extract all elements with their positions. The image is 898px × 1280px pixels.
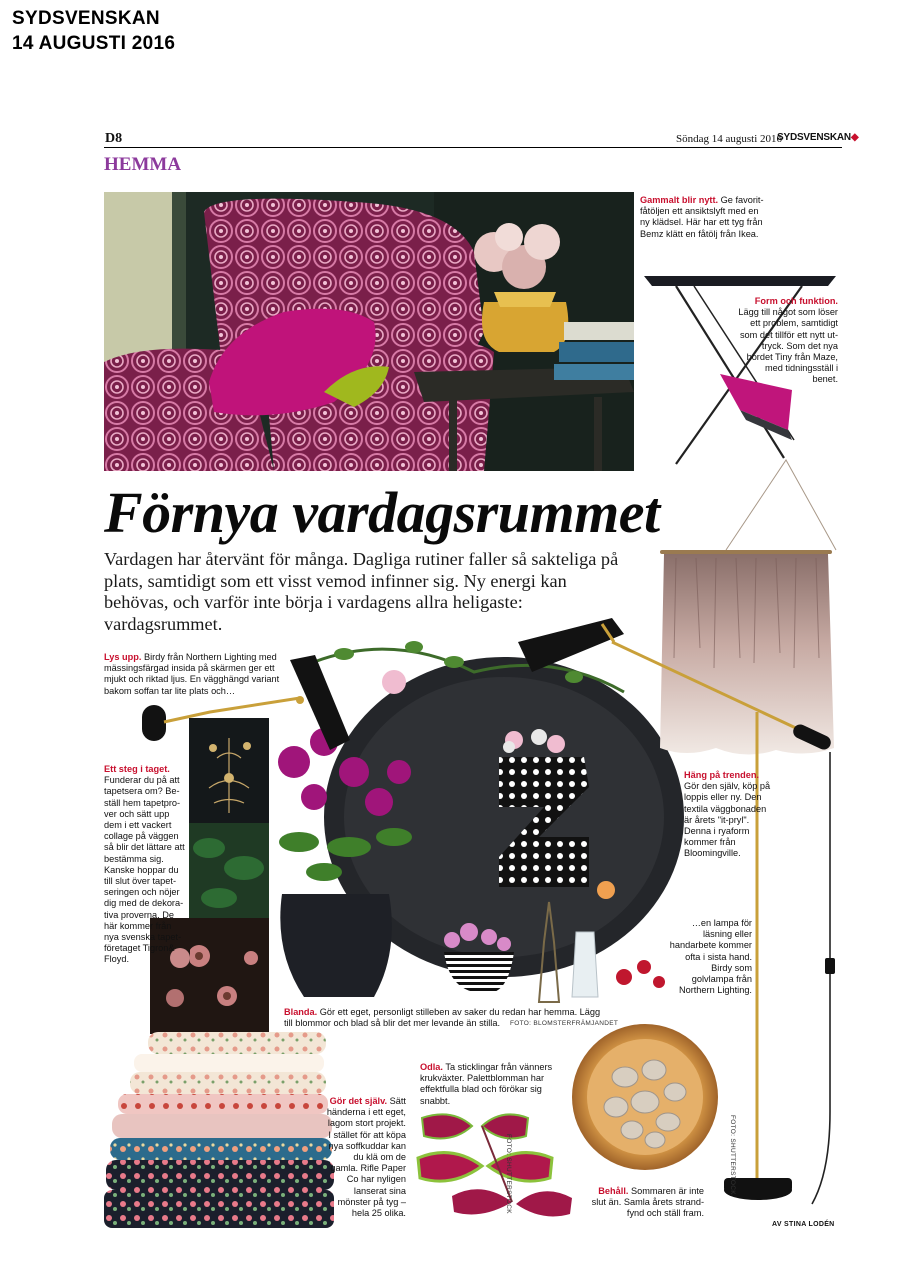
caption-form: Form och funktion. Lägg till något som löser ett problem, samtidigt som det tillför ett nytt uttryck. Som det nya bordet Tiny från Maze, med tidningsställ i benet.: [738, 296, 838, 385]
clipping-paper: SYDSVENSKAN: [12, 8, 160, 29]
section-label: HEMMA: [104, 154, 182, 175]
caption-behall: Behåll. Sommaren är inte slut än. Samla årets strandfynd och ställ fram.: [591, 1186, 704, 1219]
wallpaper-samples-photo: [189, 718, 269, 1034]
caption-blanda: Blanda. Gör ett eget, personligt stilleben av saker du redan har hemma. Lägg till blommor och blad så blir det mer levande än stilla.: [284, 1007, 601, 1029]
ingress: Vardagen har återvänt för många. Dagliga rutiner faller så sakteliga på plats, samtidigt som ett visst vemod infinner sig. Ny energi kan behövas, och varför inte börja i vardagens allra heligaste: vardagsrummet.: [104, 549, 619, 634]
caption-gammalt: Gammalt blir nytt. Ge favoritfåtöljen ett ansiktslyft med en ny klädsel. Här har ett tyg från Bemz klätt en fåtölj från Ikea.: [640, 195, 764, 239]
caption-ett-steg: Ett steg i taget. Funderar du på att tapetsera om? Beställ hem tapetprover och sätt upp dem i ett vackert collage på väggen så blir det lättare att bestämma sig. Kanske hoppar du till slut över tapetseringen och nöjer dig med de dekorativa proverna. De här kommer från nya svenska tapetföretaget Tigron& Floyd.: [104, 764, 185, 965]
photo-credit-blomster: FOTO: BLOMSTERFRÄMJANDET: [510, 1020, 619, 1027]
armchair-photo: [104, 192, 634, 471]
brand-logo: SYDSVENSKAN◆: [777, 132, 859, 143]
coleus-photo: [412, 1108, 588, 1226]
fabric-stack-photo: [104, 1030, 336, 1230]
caption-hang-pa: Häng på trenden. Gör den själv, köp på loppis eller ny. Den textila väggbonaden är årets "it-pryl". Denna i ryaform kommer från Bloomingville.: [684, 770, 771, 859]
page-date: Söndag 14 augusti 2016: [676, 133, 783, 145]
caption-odla: Odla. Ta sticklingar från vänners krukväxter. Palettblomman har effektfulla blad och förökar sig snabbt.: [420, 1062, 553, 1106]
caption-gor-det-sjalv: Gör det själv. Sätt händerna i ett eget, lagom stort projekt. I stället för att köpa nya soffkuddar kan du klä om de gamla. Rifle Paper Co har nyligen lanserat sina mönster på tyg – hela 25 olika.: [326, 1096, 406, 1219]
photo-credit-shutterstock-2: FOTO: SHUTTERSTOCK: [729, 1115, 736, 1195]
clipping-date: 14 AUGUSTI 2016: [12, 33, 176, 54]
caption-lampa: …en lampa för läsning eller handarbete kommer ofta i sista hand. Birdy som golvlampa från Northern Lighting.: [669, 918, 752, 996]
headline: Förnya vardagsrummet: [104, 480, 660, 545]
photo-credit-shutterstock-1: FOTO: SHUTTERSTOCK: [505, 1134, 512, 1214]
byline: AV STINA LODÉN: [772, 1221, 835, 1228]
page-number: D8: [105, 131, 123, 146]
caption-lys-upp: Lys upp. Birdy från Northern Lighting med mässingsfärgad insida på skärmen ger ett mjukt och riktad ljus. En vägghängd variant bakom soffan tar lite plats och…: [104, 652, 280, 696]
clipping-header: [12, 6, 175, 56]
shell-bowl-photo: [570, 1022, 720, 1172]
header-rule: [104, 147, 842, 148]
